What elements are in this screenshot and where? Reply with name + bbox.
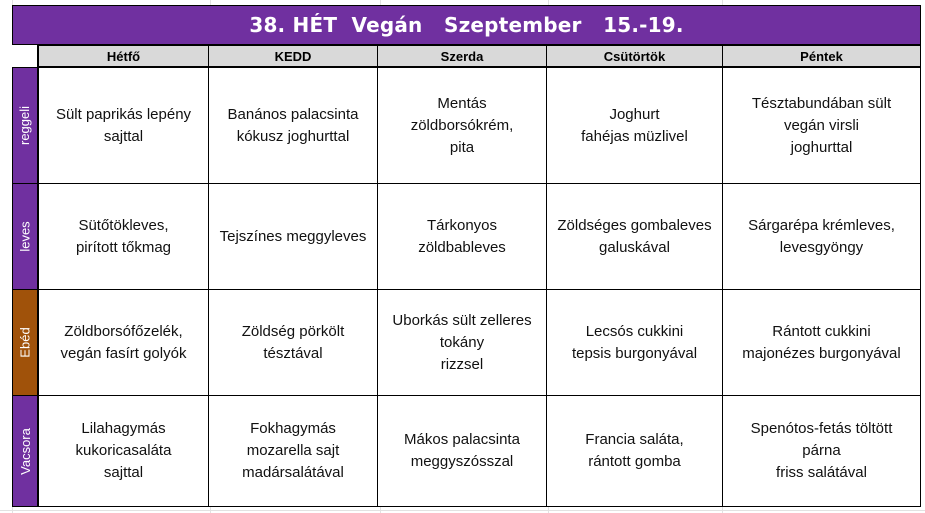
day-header-wednesday: Szerda (377, 45, 547, 67)
menu-cell-leves-thursday: Zöldséges gombaleves galuskával (546, 183, 723, 290)
menu-cell-ebéd-wednesday: Uborkás sült zelleres tokány rizzsel (377, 289, 547, 396)
header-corner-cell (12, 45, 38, 67)
menu-cell-reggeli-thursday: Joghurt fahéjas müzlivel (546, 67, 723, 184)
menu-title: 38. HÉT Vegán Szeptember 15.-19. (12, 5, 921, 45)
menu-cell-vacsora-monday: Lilahagymás kukoricasaláta sajttal (38, 395, 209, 507)
meal-label-text: Vacsora (17, 427, 33, 475)
meal-label-text: Ebéd (17, 327, 33, 358)
meal-label-reggeli (12, 67, 38, 184)
menu-cell-ebéd-monday: Zöldborsófőzelék, vegán fasírt golyók (38, 289, 209, 396)
menu-cell-ebéd-thursday: Lecsós cukkini tepsis burgonyával (546, 289, 723, 396)
meal-label-vacsora (12, 395, 38, 507)
day-header-tuesday: KEDD (208, 45, 378, 67)
menu-cell-vacsora-tuesday: Fokhagymás mozarella sajt madársalátával (208, 395, 378, 507)
day-header-friday: Péntek (722, 45, 921, 67)
menu-cell-leves-monday: Sütőtökleves, pirított tőkmag (38, 183, 209, 290)
menu-cell-vacsora-friday: Spenótos-fetás töltött párna friss salátával (722, 395, 921, 507)
meal-label-text: reggeli (17, 105, 33, 146)
gridline (0, 510, 925, 511)
day-header-monday: Hétfő (38, 45, 209, 67)
menu-cell-leves-friday: Sárgarépa krémleves, levesgyöngy (722, 183, 921, 290)
day-header-thursday: Csütörtök (546, 45, 723, 67)
weekly-menu-table (12, 5, 921, 507)
menu-cell-ebéd-friday: Rántott cukkini majonézes burgonyával (722, 289, 921, 396)
menu-cell-vacsora-wednesday: Mákos palacsinta meggyszósszal (377, 395, 547, 507)
meal-label-text: leves (17, 221, 33, 252)
meal-label-leves (12, 183, 38, 290)
meal-label-ebéd (12, 289, 38, 396)
menu-cell-ebéd-tuesday: Zöldség pörkölt tésztával (208, 289, 378, 396)
menu-cell-reggeli-monday: Sült paprikás lepény sajttal (38, 67, 209, 184)
menu-cell-vacsora-thursday: Francia saláta, rántott gomba (546, 395, 723, 507)
menu-cell-leves-tuesday: Tejszínes meggyleves (208, 183, 378, 290)
menu-cell-reggeli-friday: Tésztabundában sült vegán virsli joghurttal (722, 67, 921, 184)
menu-cell-leves-wednesday: Tárkonyos zöldbableves (377, 183, 547, 290)
menu-cell-reggeli-tuesday: Banános palacsinta kókusz joghurttal (208, 67, 378, 184)
menu-cell-reggeli-wednesday: Mentás zöldborsókrém, pita (377, 67, 547, 184)
